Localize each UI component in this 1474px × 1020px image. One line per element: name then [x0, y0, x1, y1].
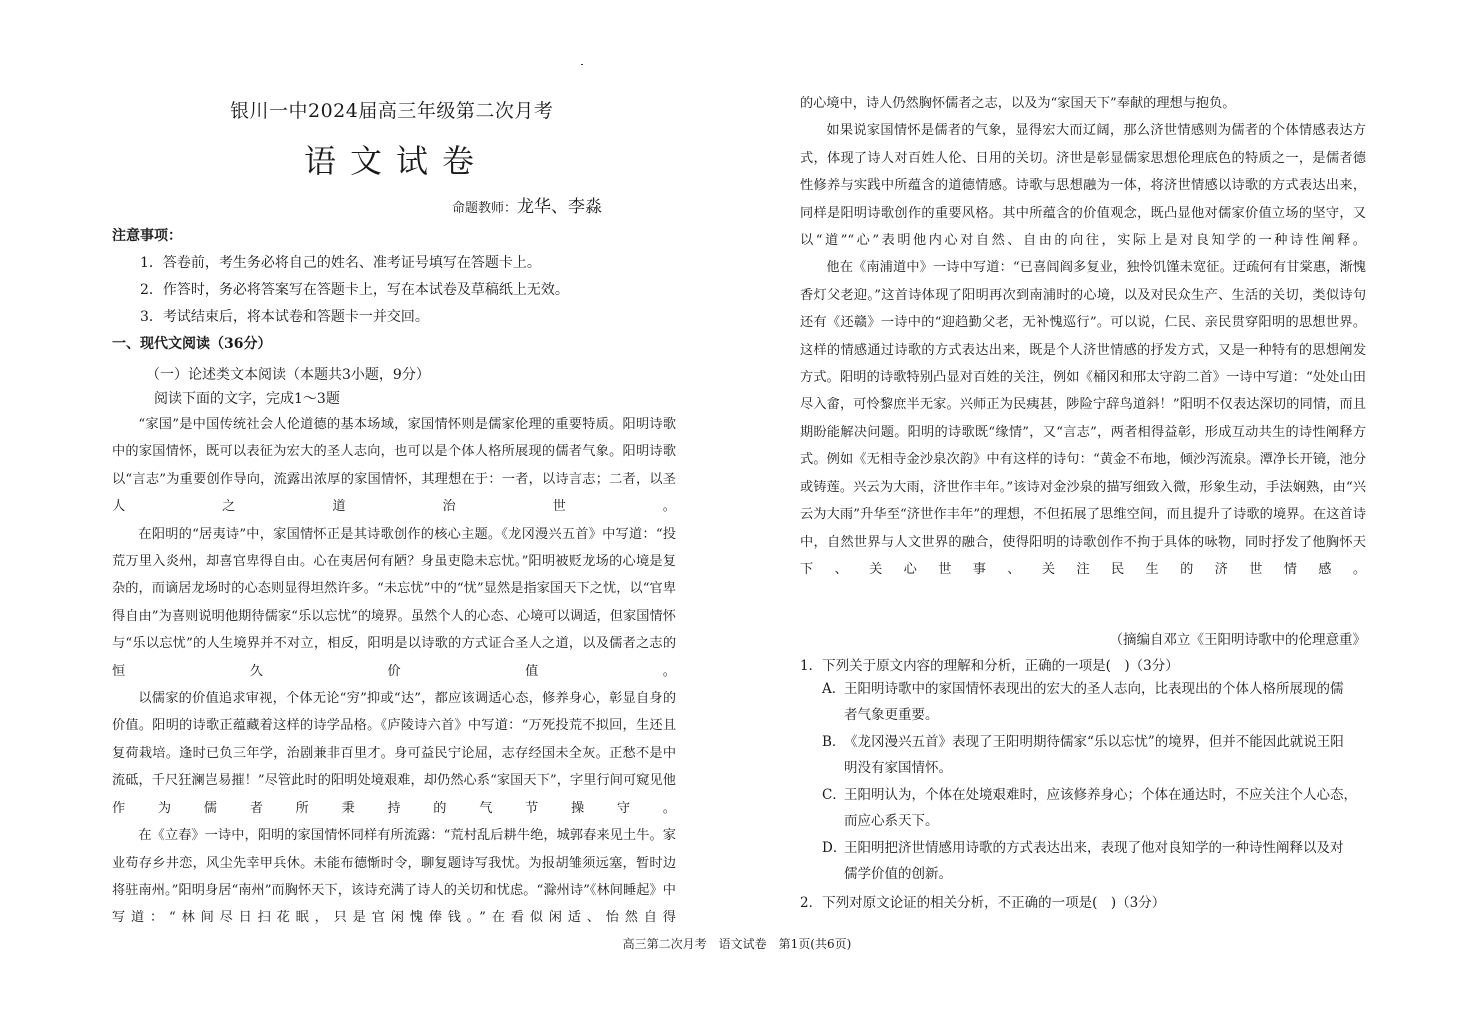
- subject-title: 语文试卷: [304, 142, 489, 180]
- paragraph: “家国”是中国传统社会人伦道德的基本场域，家国情怀则是儒家伦理的重要特质。阳明诗歌中的家国情怀，既可以表征为宏大的圣人志向，也可以是个体人格所展现的儒者气象。阳明诗歌以“言志”为重要创作导向，流露出浓厚的家国情怀，其理想在于：一者，以诗言志；二者，以圣人之道治世。: [112, 417, 677, 515]
- option-b: [822, 729, 1362, 782]
- paragraph: 在阳明的“居夷诗”中，家国情怀正是其诗歌创作的核心主题。《龙冈漫兴五首》中写道：“投荒万里入炎州，却喜官卑得自由。心在夷居何有陋？身虽吏隐未忘忧。”阳明被贬龙场的心境是复杂的，而谪居龙场时的心态则显得坦然许多。“未忘忧”中的“忧”显然是指家国天下之忧，以“官卑得自由”为喜则说明他期待儒家“乐以忘忧”的境界。虽然个人的心态、心境可以调适，但家国情怀与“乐以忘忧”的人生境界并不对立，相反，阳明是以诗歌的方式证合圣人之道，以及儒者之志的恒久价值。: [112, 526, 677, 679]
- option-text: 而应心系天下。: [844, 813, 939, 830]
- teacher-names: 龙华、李淼: [517, 197, 603, 217]
- reading-instruction: 阅读下面的文字，完成1～3题: [154, 391, 340, 407]
- paragraph: 如果说家国情怀是儒者的气象，显得宏大而辽阔，那么济世情感则为儒者的个体情感表达方式，体现了诗人对百姓人伦、日用的关切。济世是彰显儒家思想伦理底色的特质之一，是儒者德性修养与实践中所蕴含的道德情感。诗歌与思想融为一体，将济世情感以诗歌的方式表达出来，同样是阳明诗歌创作的重要风格。其中所蕴含的价值观念，既凸显他对儒家价值立场的坚守，又以“道”“心”表明他内心对自然、自由的向往，实际上是对良知学的一种诗性阐释。: [800, 123, 1367, 249]
- option-letter: C．: [822, 787, 846, 803]
- note-item: 2．作答时，务必将答案写在答题卡上，写在本试卷及草稿纸上无效。: [140, 282, 569, 298]
- option-text: 王阳明诗歌中的家国情怀表现出的宏大的圣人志向，比表现出的个体人格所展现的儒: [844, 681, 1344, 697]
- page-footer: 高三第二次月考 语文试卷 第1页(共6页): [622, 937, 852, 951]
- paragraph: 在《立春》一诗中，阳明的家国情怀同样有所流露：“荒村乱后耕牛绝，城郭春来见土牛。家业苟存乡井恋，风尘先幸甲兵休。未能布德惭时令，聊复题诗写我忧。为报胡雏须远塞，暂时边将驻南州。”阳明身居“南州”而胸怀天下，该诗充满了诗人的关切和忧虑。“滁州诗”《林间睡起》中写道：“林间尽日扫花眠，只是官闲愧俸钱。”在看似闲适、怡然自得: [112, 828, 677, 926]
- paragraph: 他在《南浦道中》一诗中写道：“已喜闾阎多复业，独怜饥馑未宽征。迂疏何有甘棠惠，渐愧香灯父老迎。”这首诗体现了阳明再次到南浦时的心境，以及对民众生产、生活的关切，类似诗句还有《还赣》一诗中的“迎趋勤父老，无补愧巡行”。可以说，仁民、亲民贯穿阳明的思想世界。这样的情感通过诗歌的方式表达出来，既是个人济世情感的抒发方式，又是一种特有的思想阐发方式。阳明的诗歌特别凸显对百姓的关注，例如《桶冈和邢太守韵二首》一诗中写道：“处处山田尽入畲，可怜黎庶半无家。兴师正为民痍甚，陟险宁辞鸟道斜！”阳明不仅表达深切的同情，而且期盼能解决问题。阳明的诗歌既“缘情”，又“言志”，两者相得益彰，形成互动共生的诗性阐释方式。例如《无相寺金沙泉次韵》中有这样的诗句：“黄金不布地，倾沙泻流泉。潭净长开镜，池分或铸莲。兴云为大雨，济世作丰年。”该诗对金沙泉的描写细致入微，形象生动，手法娴熟，由“兴云为大雨”升华至“济世作丰年”的理想，不但拓展了思维空间，而且提升了诗歌的境界。在这首诗中，自然世界与人文世界的融合，使得阳明的诗歌创作不拘于具体的咏物，同时抒发了他胸怀天下、关心世事、关注民生的济世情感。: [800, 260, 1367, 577]
- option-a: [822, 676, 1362, 729]
- option-text: 《龙冈漫兴五首》表现了王阳明期待儒家“乐以忘忧”的境界，但并不能因此就说王阳: [844, 734, 1344, 750]
- section-title: 一、现代文阅读（36分）: [112, 336, 272, 352]
- question-2: 2．下列对原文论证的相关分析，不正确的一项是( )（3分）: [800, 895, 1166, 911]
- option-text: 王阳明认为，个体在处境艰难时，应该修养身心；个体在通达时，不应关注个人心态，: [844, 787, 1357, 803]
- part-title: （一）论述类文本阅读（本题共3小题，9分）: [146, 367, 430, 383]
- option-text: 儒学价值的创新。: [844, 866, 952, 883]
- question-1: 1．下列关于原文内容的理解和分析，正确的一项是( )（3分）: [800, 658, 1179, 674]
- passage-left: [112, 411, 676, 932]
- teacher-label: 命题教师：: [452, 201, 518, 216]
- exam-title: 银川一中2024届高三年级第二次月考: [230, 100, 554, 122]
- scan-dot: [581, 64, 583, 65]
- option-c: [822, 782, 1362, 835]
- option-letter: D．: [822, 840, 847, 856]
- option-text: 明没有家国情怀。: [844, 760, 952, 777]
- option-text: 王阳明把济世情感用诗歌的方式表达出来，表现了他对良知学的一种诗性阐释以及对: [844, 840, 1344, 856]
- source-citation: （摘编自邓立《王阳明诗歌中的伦理意重》: [1109, 632, 1366, 648]
- option-d: [822, 835, 1362, 888]
- option-text: 者气象更重要。: [844, 707, 939, 724]
- paragraph: 的心境中，诗人仍然胸怀儒者之志，以及为“家国天下”奉献的理想与抱负。: [800, 96, 1236, 111]
- paragraph: 以儒家的价值追求审视，个体无论“穷”抑或“达”，都应该调适心态，修养身心，彰显自身的价值。阳明的诗歌正蕴藏着这样的诗学品格。《庐陵诗六首》中写道：“万死投荒不拟回，生还且复荷栽培。逢时已负三年学，治剧兼非百里才。身可益民宁论屈，志存经国未全灰。正愁不是中流砥，千尺狂澜岂易摧！”尽管此时的阳明处境艰难，却仍然心系“家国天下”，字里行间可窥见他作为儒者所秉持的气节操守。: [112, 691, 677, 816]
- note-item: 1．答卷前，考生务必将自己的姓名、准考证号填写在答题卡上。: [140, 255, 541, 271]
- option-letter: A．: [822, 681, 846, 697]
- note-item: 3．考试结束后，将本试卷和答题卡一并交回。: [140, 309, 429, 325]
- notes-title: 注意事项：: [112, 228, 182, 244]
- passage-right: [800, 90, 1366, 583]
- option-letter: B．: [822, 734, 846, 750]
- teacher-line: [452, 192, 602, 217]
